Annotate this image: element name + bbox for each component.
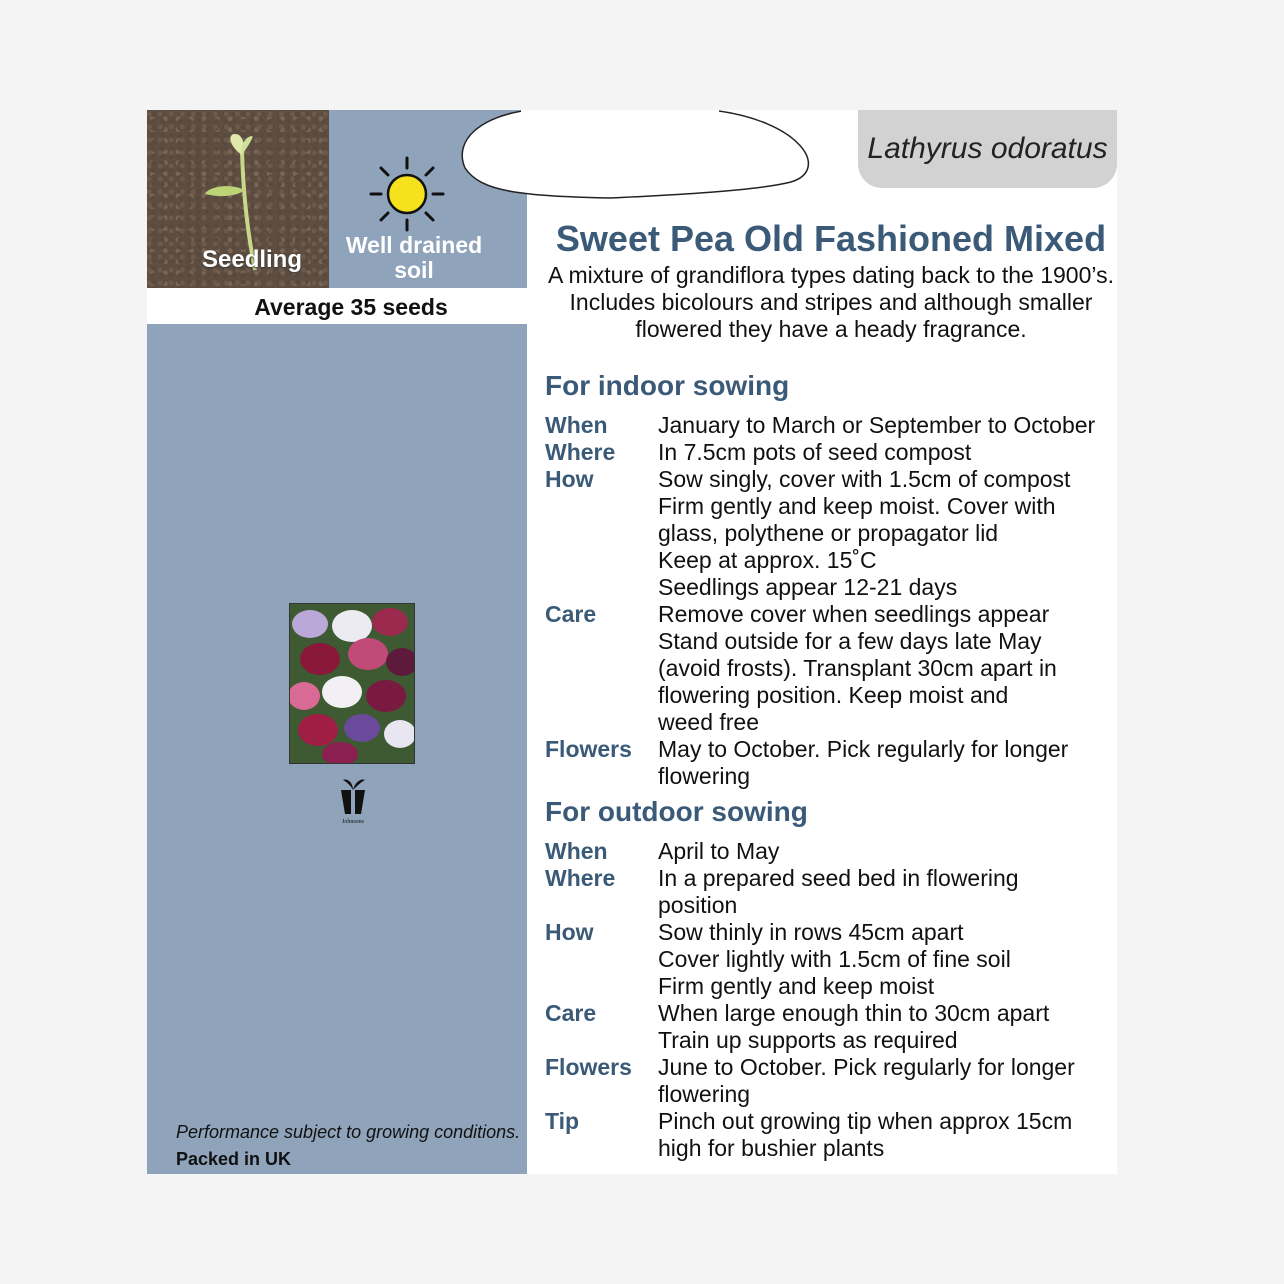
outdoor-tip-row bbox=[545, 1108, 1125, 1162]
row-text: Sow singly, cover with 1.5cm of compost bbox=[658, 466, 1071, 492]
outdoor-care-row bbox=[545, 1000, 1125, 1054]
row-text: Firm gently and keep moist. Cover with bbox=[658, 493, 1056, 519]
flower-photo bbox=[289, 603, 415, 764]
row-text: Pinch out growing tip when approx 15cm bbox=[658, 1108, 1073, 1134]
row-text: (avoid frosts). Transplant 30cm apart in bbox=[658, 655, 1057, 681]
row-label: When bbox=[545, 412, 608, 438]
row-text: Firm gently and keep moist bbox=[658, 973, 935, 999]
product-description: A mixture of grandiflora types dating back to the 1900’s. Includes bicolours and stripes and although smaller flowered they have a heady fragrance. bbox=[548, 262, 1114, 342]
row-text: When large enough thin to 30cm apart bbox=[658, 1000, 1050, 1026]
row-text: Sow thinly in rows 45cm apart bbox=[658, 919, 964, 945]
seed-packet-back bbox=[147, 110, 1117, 1174]
brand-logo-icon bbox=[335, 776, 371, 826]
row-text: flowering bbox=[658, 763, 751, 789]
seedling-label: Seedling bbox=[201, 246, 303, 273]
row-text: Train up supports as required bbox=[658, 1027, 958, 1053]
row-text: position bbox=[658, 892, 738, 918]
indoor-where-row bbox=[545, 439, 1125, 466]
row-label: Where bbox=[545, 865, 616, 891]
row-text: glass, polythene or propagator lid bbox=[658, 520, 999, 546]
outdoor-instructions bbox=[545, 838, 1125, 1162]
row-text: January to March or September to October bbox=[658, 412, 1096, 438]
outdoor-when-row bbox=[545, 838, 1125, 865]
indoor-instructions bbox=[545, 412, 1125, 790]
outdoor-where-row bbox=[545, 865, 1125, 919]
row-text: high for bushier plants bbox=[658, 1135, 885, 1161]
row-label: Care bbox=[545, 1000, 597, 1026]
product-title: Sweet Pea Old Fashioned Mixed bbox=[555, 218, 1107, 259]
row-text: Remove cover when seedlings appear bbox=[658, 601, 1050, 627]
row-label: Tip bbox=[545, 1108, 580, 1134]
row-label: Flowers bbox=[545, 736, 632, 762]
row-label: Flowers bbox=[545, 1054, 632, 1080]
outdoor-heading: For outdoor sowing bbox=[545, 796, 808, 827]
row-text: flowering bbox=[658, 1081, 751, 1107]
row-text: April to May bbox=[658, 838, 780, 864]
outdoor-flowers-row bbox=[545, 1054, 1125, 1108]
left-panel bbox=[147, 110, 527, 1174]
row-label: How bbox=[545, 466, 594, 492]
row-text: Keep at approx. 15˚C bbox=[658, 547, 877, 573]
latin-name-badge bbox=[858, 110, 1117, 188]
seed-count: Average 35 seeds bbox=[254, 294, 448, 320]
latin-name: Lathyrus odoratus bbox=[867, 132, 1108, 165]
indoor-care-row bbox=[545, 601, 1125, 736]
performance-note: Performance subject to growing conditions. bbox=[176, 1122, 521, 1142]
hang-tab-hole bbox=[461, 110, 821, 200]
row-text: Cover lightly with 1.5cm of fine soil bbox=[658, 946, 1011, 972]
brand-name: Johnsons bbox=[341, 819, 365, 825]
row-text: In a prepared seed bed in flowering bbox=[658, 865, 1019, 891]
row-text: In 7.5cm pots of seed compost bbox=[658, 439, 972, 465]
row-text: weed free bbox=[658, 709, 760, 735]
seedling-photo bbox=[147, 110, 329, 288]
row-text: May to October. Pick regularly for longer bbox=[658, 736, 1069, 762]
row-label: How bbox=[545, 919, 594, 945]
packed-note: Packed in UK bbox=[176, 1149, 292, 1169]
seed-count-bar bbox=[147, 288, 527, 324]
indoor-heading: For indoor sowing bbox=[545, 370, 790, 401]
sun-icon bbox=[369, 156, 445, 232]
row-label: Where bbox=[545, 439, 616, 465]
row-label: When bbox=[545, 838, 608, 864]
row-text: flowering position. Keep moist and bbox=[658, 682, 1009, 708]
row-text: June to October. Pick regularly for longer bbox=[658, 1054, 1075, 1080]
row-text: Stand outside for a few days late May bbox=[658, 628, 1042, 654]
indoor-how-row bbox=[545, 466, 1125, 601]
soil-label: Well drained soil bbox=[345, 232, 483, 283]
indoor-when-row bbox=[545, 412, 1125, 439]
outdoor-how-row bbox=[545, 919, 1125, 1000]
indoor-flowers-row bbox=[545, 736, 1125, 790]
row-text: Seedlings appear 12-21 days bbox=[658, 574, 958, 600]
row-label: Care bbox=[545, 601, 597, 627]
